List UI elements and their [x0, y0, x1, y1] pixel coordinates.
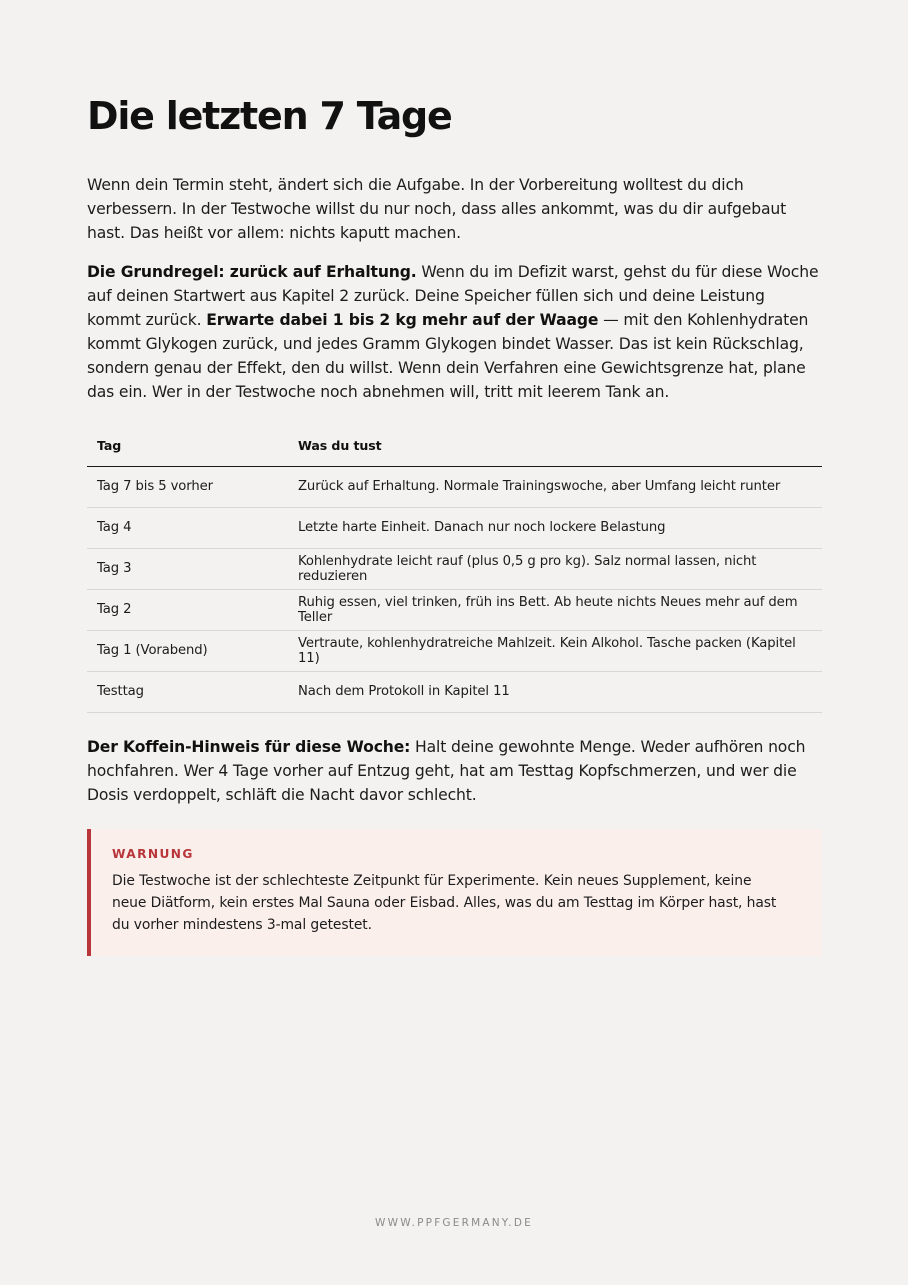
warning-box: [87, 829, 822, 956]
rule-paragraph: [87, 260, 822, 404]
table-row: [87, 507, 822, 548]
warning-text: Die Testwoche ist der schlechteste Zeitpunkt für Experimente. Kein neues Supplement, keine neue Diätform, kein erstes Mal Sauna oder Eisbad. Alles, was du am Testtag im Körper hast, hast du vorher mindestens 3-mal getestet.: [112, 872, 777, 933]
rule-text-2: — mit den Kohlenhydraten kommt Glykogen zurück, und jedes Gramm Glykogen bindet Wasser. Das ist kein Rückschlag, sondern genau der Effekt, den du willst. Wenn dein Verfahren eine Gewichtsgrenze hat, plane das ein. Wer in der Testwoche noch abnehmen will, tritt mit leerem Tank an.: [87, 311, 809, 401]
caffeine-paragraph: [87, 735, 822, 807]
intro-paragraph: Wenn dein Termin steht, ändert sich die Aufgabe. In der Vorbereitung wolltest du dich verbessern. In der Testwoche willst du nur noch, dass alles ankommt, was du dir aufgebaut hast. Das heißt vor allem: nichts kaputt machen.: [87, 176, 787, 242]
table-header-row: [87, 426, 822, 466]
table-cell-day: Tag 3: [87, 548, 288, 589]
column-header-action: Was du tust: [288, 426, 822, 466]
table-cell-action: Nach dem Protokoll in Kapitel 11: [288, 671, 822, 712]
footer-url: WWW.PPFGERMANY.DE: [375, 1217, 533, 1229]
table-cell-day: Testtag: [87, 671, 288, 712]
schedule-table: [87, 426, 822, 713]
table-row: [87, 671, 822, 712]
table-cell-day: Tag 7 bis 5 vorher: [87, 466, 288, 507]
rule-text-1: Wenn du im Defizit warst, gehst du für diese Woche auf deinen Startwert aus Kapitel 2 zurück. Deine Speicher füllen sich und deine Leistung kommt zurück.: [87, 263, 819, 329]
table-row: [87, 630, 822, 671]
caffeine-lead: Der Koffein-Hinweis für diese Woche:: [87, 737, 411, 756]
table-row: [87, 589, 822, 630]
page-content: [87, 92, 822, 956]
table-cell-day: Tag 1 (Vorabend): [87, 630, 288, 671]
table-cell-action: Letzte harte Einheit. Danach nur noch lockere Belastung: [288, 507, 822, 548]
rule-lead: Die Grundregel: zurück auf Erhaltung.: [87, 263, 417, 281]
table-row: [87, 466, 822, 507]
column-header-tag: Tag: [87, 426, 288, 466]
table-cell-action: Ruhig essen, viel trinken, früh ins Bett. Ab heute nichts Neues mehr auf dem Teller: [288, 589, 822, 630]
table-cell-action: Zurück auf Erhaltung. Normale Trainingswoche, aber Umfang leicht runter: [288, 466, 822, 507]
rule-bold-2: Erwarte dabei 1 bis 2 kg mehr auf der Waage: [206, 311, 599, 329]
table-cell-day: Tag 4: [87, 507, 288, 548]
table-row: [87, 548, 822, 589]
table-cell-action: Vertraute, kohlenhydratreiche Mahlzeit. Kein Alkohol. Tasche packen (Kapitel 11): [288, 630, 822, 671]
table-cell-action: Kohlenhydrate leicht rauf (plus 0,5 g pro kg). Salz normal lassen, nicht reduzieren: [288, 548, 822, 589]
table-cell-day: Tag 2: [87, 589, 288, 630]
page-title: Die letzten 7 Tage: [87, 94, 452, 138]
caffeine-text: Halt deine gewohnte Menge. Weder aufhören noch hochfahren. Wer 4 Tage vorher auf Entzug geht, hat am Testtag Kopfschmerzen, und wer die Dosis verdoppelt, schläft die Nacht davor schlecht.: [87, 737, 806, 804]
warning-title: WARNUNG: [112, 846, 194, 861]
